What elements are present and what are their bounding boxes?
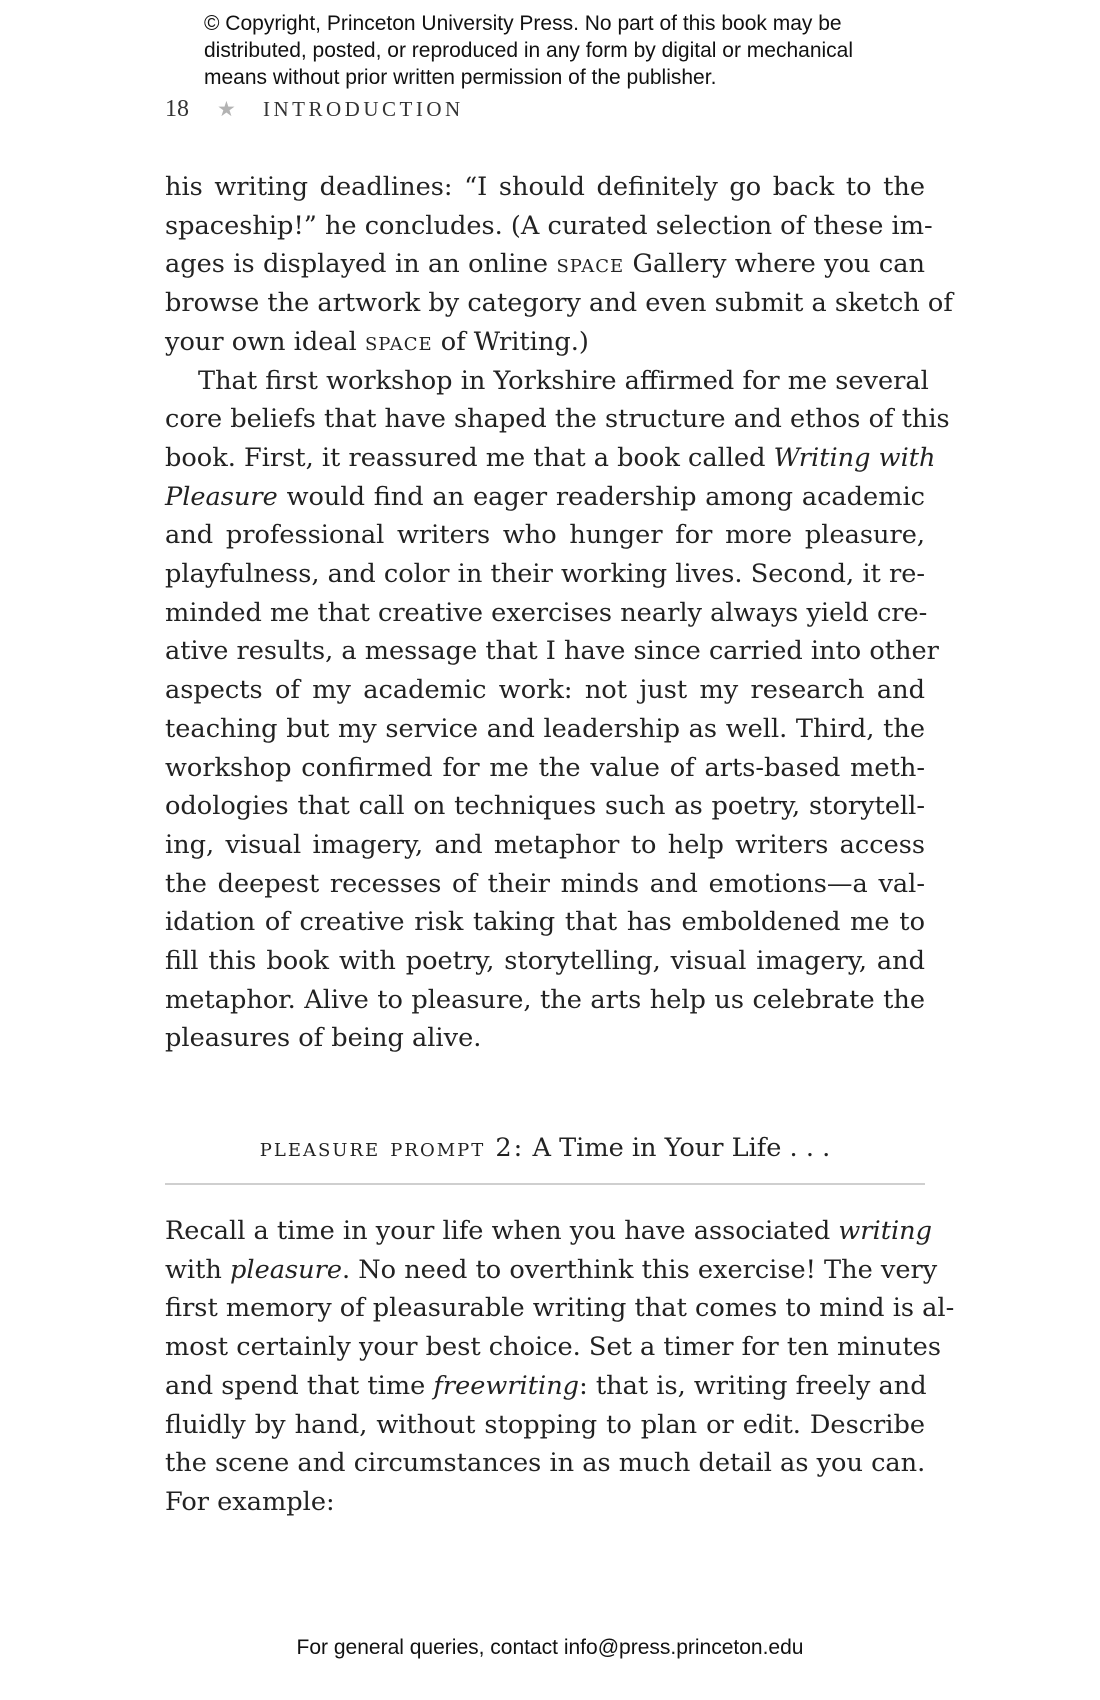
text-line: the deepest recesses of their minds and emotions—a val- bbox=[165, 868, 925, 899]
text-line: core beliefs that have shaped the structure and ethos of this bbox=[165, 404, 950, 435]
star-icon: ★ bbox=[217, 97, 236, 121]
prompt-text bbox=[165, 1212, 955, 1522]
text-line: your own ideal space of Writing.) bbox=[165, 326, 589, 357]
text-line: workshop confirmed for me the value of arts-based meth- bbox=[165, 752, 925, 783]
text-line: minded me that creative exercises nearly always yield cre- bbox=[165, 597, 928, 628]
text-line: the scene and circumstances in as much detail as you can. bbox=[165, 1448, 926, 1479]
text-line: with pleasure. No need to overthink this exercise! The very bbox=[165, 1254, 938, 1285]
text-line: playfulness, and color in their working lives. Second, it re- bbox=[165, 559, 925, 590]
text-line: teaching but my service and leadership as well. Third, the bbox=[165, 713, 925, 744]
text-line: book. First, it reassured me that a book called Writing with bbox=[165, 442, 936, 473]
main-text bbox=[165, 168, 953, 1058]
text-line: his writing deadlines: “I should definitely go back to the bbox=[165, 172, 925, 202]
text-line: ages is displayed in an online space Gallery where you can bbox=[165, 249, 925, 280]
prompt-label: pleasure prompt 2: bbox=[259, 1133, 525, 1163]
copyright-notice bbox=[204, 10, 964, 91]
prompt-title: A Time in Your Life . . . bbox=[524, 1133, 831, 1163]
text-line: and spend that time freewriting: that is, writing freely and bbox=[165, 1370, 927, 1401]
footer-contact: For general queries, contact info@press.princeton.edu bbox=[296, 1636, 804, 1659]
text-line: ative results, a message that I have since carried into other bbox=[165, 636, 939, 667]
text-line: pleasures of being alive. bbox=[165, 1023, 482, 1054]
prompt-heading bbox=[165, 1133, 925, 1163]
copyright-line: distributed, posted, or reproduced in any form by digital or mechanical bbox=[204, 39, 854, 62]
prompt-divider bbox=[165, 1183, 925, 1185]
book-title: Pleasure bbox=[165, 481, 278, 512]
text-line: Recall a time in your life when you have associated writing bbox=[165, 1216, 933, 1246]
text-line: browse the artwork by category and even submit a sketch of bbox=[165, 288, 953, 319]
text-line: That first workshop in Yorkshire affirmed for me several bbox=[198, 365, 929, 396]
text-line: idation of creative risk taking that has emboldened me to bbox=[165, 907, 925, 938]
section-title: INTRODUCTION bbox=[263, 97, 464, 121]
page-number: 18 bbox=[165, 96, 189, 122]
copyright-line: means without prior written permission of the publisher. bbox=[204, 66, 717, 89]
small-caps-space: space bbox=[364, 326, 433, 357]
text-line: odologies that call on techniques such as poetry, storytell- bbox=[165, 791, 925, 822]
text-line: fluidly by hand, without stopping to plan or edit. Describe bbox=[165, 1409, 925, 1440]
running-head bbox=[165, 96, 464, 123]
text-line: metaphor. Alive to pleasure, the arts help us celebrate the bbox=[165, 984, 925, 1015]
text-line: ing, visual imagery, and metaphor to help writers access bbox=[165, 829, 925, 860]
text-line: spaceship!” he concludes. (A curated selection of these im- bbox=[165, 210, 933, 241]
text-line: For example: bbox=[165, 1486, 335, 1517]
text-line: aspects of my academic work: not just my research and bbox=[165, 675, 925, 706]
text-line: Pleasure would find an eager readership among academic bbox=[165, 481, 925, 512]
text-line: and professional writers who hunger for more pleasure, bbox=[165, 520, 925, 551]
copyright-line: © Copyright, Princeton University Press. No part of this book may be bbox=[204, 12, 842, 35]
small-caps-space: space bbox=[556, 249, 625, 280]
text-line: fill this book with poetry, storytelling, visual imagery, and bbox=[165, 946, 925, 977]
book-title: Writing with bbox=[773, 442, 936, 473]
text-line: most certainly your best choice. Set a timer for ten minutes bbox=[165, 1332, 941, 1363]
text-line: first memory of pleasurable writing that comes to mind is al- bbox=[165, 1293, 955, 1324]
